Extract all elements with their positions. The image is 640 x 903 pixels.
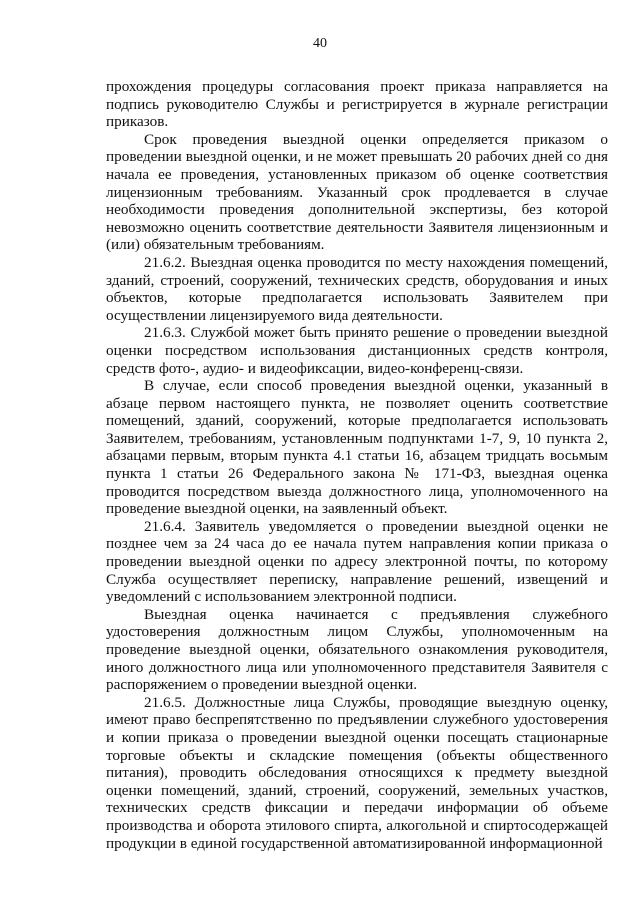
paragraph-21-6-2: 21.6.2. Выездная оценка проводится по месту нахождения помещений, зданий, строений, сооружений, технических средств, оборудования и иных объектов, которые предполагается использовать Заявителем при осуществлении лицензируемого вида деятельности. (106, 253, 608, 324)
paragraph-continuation: прохождения процедуры согласования проект приказа направляется на подпись руководителю Службы и регистрируется в журнале регистрации приказов. (106, 78, 608, 131)
page-number: 40 (313, 36, 327, 51)
paragraph-term: Срок проведения выездной оценки определяется приказом о проведении выездной оценки, и не может превышать 20 рабочих дней со дня начала ее проведения, установленных приказом об оценке соответствия лицензионным требованиям. Указанный срок продлевается в случае необходимости проведения дополнительной экспертизы, без которой невозможно оценить соответствие деятельности Заявителя лицензионным и (или) обязательным требованиям. (106, 130, 608, 254)
paragraph-21-6-3: 21.6.3. Службой может быть принято решение о проведении выездной оценки посредством использования дистанционных средств контроля, средств фото-, аудио- и видеофиксации, видео-конференц-связи. (106, 324, 608, 377)
document-body (106, 78, 608, 852)
paragraph-start: Выездная оценка начинается с предъявления служебного удостоверения должностным лицом Службы, уполномоченным на проведение выездной оценки, обязательного ознакомления руководителя, иного должностного лица или уполномоченного представителя Заявителя с распоряжением о проведении выездной оценки. (106, 605, 608, 694)
paragraph-remote-case: В случае, если способ проведения выездной оценки, указанный в абзаце первом настоящего пункта, не позволяет оценить соответствие помещений, зданий, сооружений, которые предполагается использовать Заявителем, требованиям, установленным подпунктами 1-7, 9, 10 пункта 2, абзацами первым, вторым пункта 4.1 статьи 16, абзацем тридцать восьмым пункта 1 статьи 26 Федерального закона № 171-ФЗ, выездная оценка проводится посредством выезда должностного лица, уполномоченного на проведение выездной оценки, на заявленный объект. (106, 377, 608, 518)
paragraph-21-6-5: 21.6.5. Должностные лица Службы, проводящие выездную оценку, имеют право беспрепятственно по предъявлении служебного удостоверения и копии приказа о проведении выездной оценки посещать стационарные торговые объекты и складские помещения (объекты общественного питания), проводить обследования относящихся к предмету выездной оценки помещений, зданий, строений, сооружений, земельных участков, технических средств фиксации и передачи информации об объеме производства и оборота этилового спирта, алкогольной и спиртосодержащей продукции в единой государственной автоматизированной информационной (106, 693, 608, 852)
paragraph-21-6-4: 21.6.4. Заявитель уведомляется о проведении выездной оценки не позднее чем за 24 часа до ее начала путем направления копии приказа о проведении выездной оценки по адресу электронной почты, по которому Служба осуществляет переписку, направление решений, извещений и уведомлений с использованием электронной подписи. (106, 517, 608, 606)
